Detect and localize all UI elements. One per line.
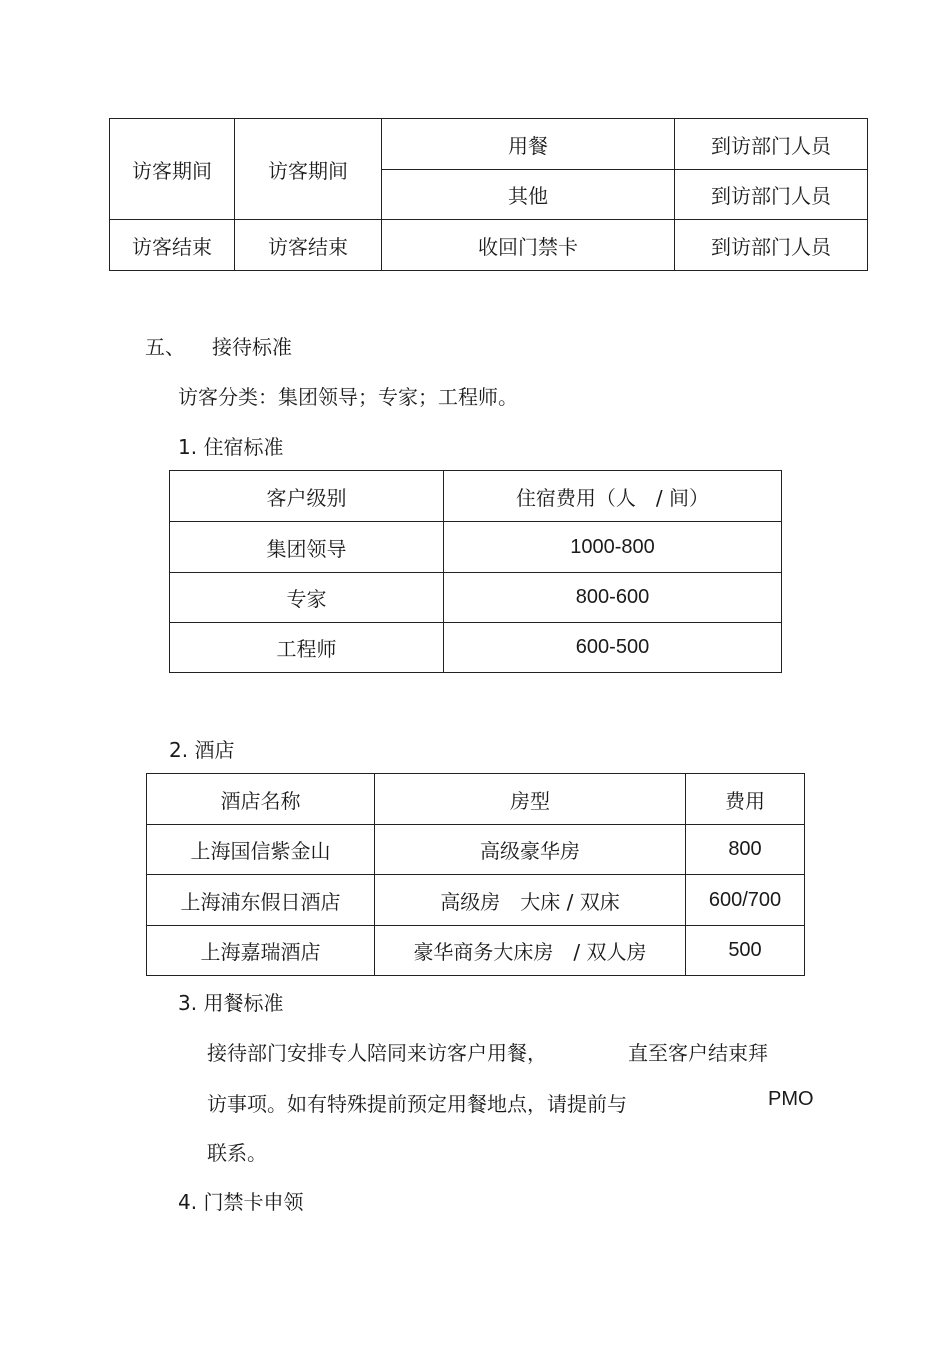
column-header: 费用 xyxy=(686,774,805,825)
column-header: 房型 xyxy=(375,774,686,825)
visit-process-table xyxy=(109,118,868,271)
lodging-heading: 1. 住宿标准 xyxy=(178,435,284,459)
access-card-heading: 4. 门禁卡申领 xyxy=(178,1190,304,1214)
table-cell: 上海嘉瑞酒店 xyxy=(147,926,375,976)
column-header: 酒店名称 xyxy=(147,774,375,825)
section-heading: 接待标准 xyxy=(212,335,292,359)
lodging-table xyxy=(169,470,782,673)
meal-text-line1a: 接待部门安排专人陪同来访客户用餐， xyxy=(207,1041,547,1065)
table-cell: 收回门禁卡 xyxy=(382,220,675,271)
table-cell: 访客结束 xyxy=(235,220,382,271)
table-row xyxy=(110,119,868,170)
table-row xyxy=(110,220,868,271)
table-cell: 上海国信紫金山 xyxy=(147,825,375,875)
hotel-heading: 2. 酒店 xyxy=(169,738,235,762)
table-cell: 800 xyxy=(686,825,805,875)
column-header: 客户级别 xyxy=(170,471,444,522)
table-cell: 1000-800 xyxy=(444,522,782,573)
table-cell: 600/700 xyxy=(686,875,805,926)
meal-text-line3: 联系。 xyxy=(207,1141,267,1165)
meal-text-line1b: 直至客户结束拜 xyxy=(628,1041,768,1065)
column-header: 住宿费用（人 / 间） xyxy=(444,471,782,522)
table-row xyxy=(147,875,805,926)
table-row xyxy=(147,825,805,875)
hotel-table xyxy=(146,773,805,976)
table-cell: 集团领导 xyxy=(170,522,444,573)
section-heading-number: 五、 xyxy=(145,335,185,359)
table-cell: 高级房 大床 / 双床 xyxy=(375,875,686,926)
table-cell: 工程师 xyxy=(170,623,444,673)
table-cell: 高级豪华房 xyxy=(375,825,686,875)
table-cell: 500 xyxy=(686,926,805,976)
table-header-row xyxy=(170,471,782,522)
table-cell: 到访部门人员 xyxy=(675,119,868,170)
table-row xyxy=(170,522,782,573)
table-cell: 访客结束 xyxy=(110,220,235,271)
table-cell: 访客期间 xyxy=(110,119,235,220)
table-row xyxy=(170,623,782,673)
table-cell: 用餐 xyxy=(382,119,675,170)
table-row xyxy=(170,573,782,623)
meal-text-line2b: PMO xyxy=(768,1088,814,1110)
table-cell: 800-600 xyxy=(444,573,782,623)
table-header-row xyxy=(147,774,805,825)
table-cell: 其他 xyxy=(382,170,675,220)
table-cell: 到访部门人员 xyxy=(675,170,868,220)
meal-text-line2a: 访事项。如有特殊提前预定用餐地点，请提前与 xyxy=(207,1092,627,1116)
meal-heading: 3. 用餐标准 xyxy=(178,991,284,1015)
table-cell: 上海浦东假日酒店 xyxy=(147,875,375,926)
table-row xyxy=(147,926,805,976)
table-cell: 豪华商务大床房 / 双人房 xyxy=(375,926,686,976)
table-cell: 访客期间 xyxy=(235,119,382,220)
table-cell: 专家 xyxy=(170,573,444,623)
visitor-categories: 访客分类：集团领导；专家；工程师。 xyxy=(178,385,518,409)
table-cell: 到访部门人员 xyxy=(675,220,868,271)
table-cell: 600-500 xyxy=(444,623,782,673)
